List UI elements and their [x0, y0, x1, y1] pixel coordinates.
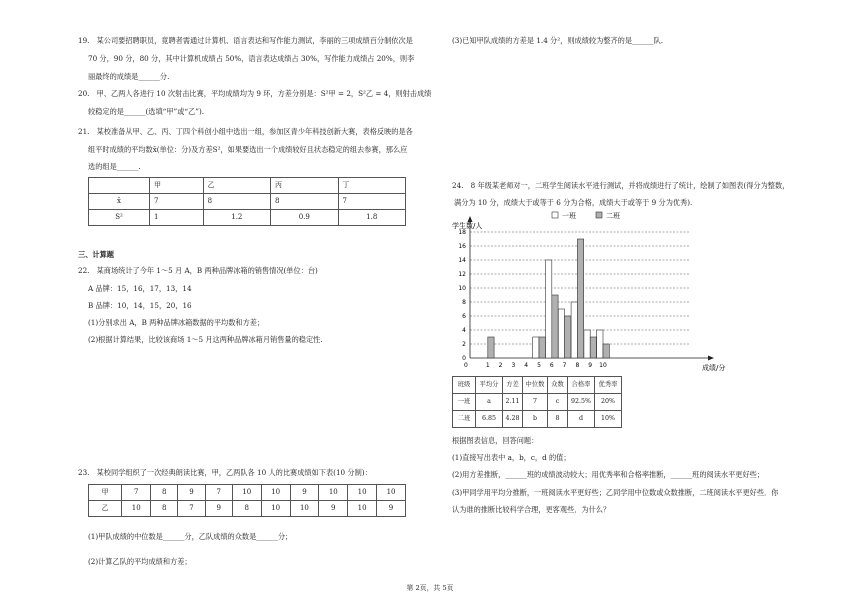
table-cell: 平均分	[476, 377, 503, 394]
table-cell: 8	[203, 194, 270, 210]
table-cell: 7	[178, 501, 205, 517]
q23-part3: (3)已知甲队成绩的方差是 1.4 分²，则成绩较为整齐的是______队.	[452, 36, 664, 45]
q23-line1: 23. 某校同学组织了一次经典朗读比赛，甲，乙两队各 10 人的比赛成绩如下表(10 分制)：	[78, 468, 372, 477]
table-cell: 9	[178, 485, 205, 501]
table-cell: x̄	[89, 194, 150, 210]
x-axis-label: 成绩/分	[702, 364, 726, 372]
q23-part1: (1)甲队成绩的中位数是______分，乙队成绩的众数是______分；	[88, 532, 293, 541]
table-21	[88, 177, 406, 226]
bar-class2	[590, 337, 596, 358]
origin-label: 0	[464, 362, 468, 369]
table-cell: S²	[89, 210, 150, 226]
x-tick-label: 4	[524, 362, 529, 369]
table-cell: 10	[348, 485, 377, 501]
table-cell: 10	[290, 501, 319, 517]
x-tick-label: 7	[562, 362, 567, 369]
q24-part2: (2)用方差推断，______班的成绩波动较大；用优秀率和合格率推断，______班的阅读水平更好些；	[452, 470, 765, 479]
q21-line1: 21. 某校准备从甲、乙、丙、丁四个科创小组中选出一组，参加区青少年科技创新大赛，表格反映的是各	[78, 127, 413, 136]
table-row	[89, 194, 406, 210]
table-cell: 7	[523, 394, 548, 411]
table-cell: 6.85	[476, 411, 503, 428]
bar-class1	[571, 302, 577, 358]
legend-swatch	[596, 212, 602, 218]
table-cell: 9	[319, 501, 348, 517]
y-tick-label: 0	[462, 355, 466, 362]
q24-part1: (1)直接写出表中 a，b，c，d 的值；	[452, 453, 571, 462]
table-cell: 1.8	[338, 210, 406, 226]
q24-line2: 满分为 10 分，成绩大于或等于 6 分为合格，成绩大于或等于 9 分为优秀).	[454, 198, 693, 207]
q22-line4: (1)分别求出 A，B 两种品牌冰箱数据的平均数和方差；	[88, 318, 265, 327]
page-footer: 第 2页，共 5页	[406, 584, 454, 592]
table-cell: a	[476, 394, 503, 411]
table-cell: 2.11	[503, 394, 523, 411]
table-cell: d	[568, 411, 595, 428]
q21-line3: 选的组是______.	[88, 162, 141, 171]
table-cell: 甲	[89, 485, 122, 501]
table-cell: 7	[338, 194, 406, 210]
bar-class1	[546, 260, 552, 358]
y-tick-label: 4	[462, 327, 466, 334]
table-cell: b	[523, 411, 548, 428]
table-cell: 7	[150, 194, 204, 210]
x-tick-label: 9	[588, 362, 593, 369]
table-cell: 一班	[453, 394, 476, 411]
table-row	[89, 178, 406, 194]
table-cell: 10	[261, 485, 290, 501]
y-tick-label: 2	[462, 341, 466, 348]
x-tick-label: 5	[537, 362, 541, 369]
q24-line1: 24. 8 年级某老师对一，二班学生阅读水平进行测试，并将成绩进行了统计，绘制了如图表(得分为整数，	[452, 181, 790, 190]
table-cell: 8	[548, 411, 568, 428]
table-cell: 92.5%	[568, 394, 595, 411]
y-tick-label: 12	[458, 271, 466, 278]
bar-class2	[577, 239, 583, 358]
table-cell: c	[548, 394, 568, 411]
table-cell: 9	[205, 501, 232, 517]
q22-line2: A 品牌：15，16，17，13，14	[88, 284, 192, 293]
q19-line3: 丽最终的成绩是______分.	[88, 72, 170, 81]
bar-class2	[552, 295, 558, 358]
table-cell: 丙	[271, 178, 338, 194]
table-cell: 4.28	[503, 411, 523, 428]
y-tick-label: 16	[458, 243, 466, 250]
table-cell: 优秀率	[595, 377, 622, 394]
table-cell: 班级	[453, 377, 476, 394]
legend-label: 二班	[606, 212, 620, 220]
table-cell: 9	[377, 501, 406, 517]
table-cell: 9	[290, 485, 319, 501]
table-cell: 众数	[548, 377, 568, 394]
q19-line2: 70 分，90 分，80 分，其中计算机成绩占 50%，语言表达成绩占 30%，写作能力成绩占 20%，则李	[88, 54, 415, 63]
y-tick-label: 10	[458, 285, 466, 292]
y-tick-label: 14	[458, 257, 466, 264]
x-tick-label: 1	[485, 362, 490, 369]
table-cell: 10	[348, 501, 377, 517]
table-cell: 7	[205, 485, 232, 501]
q22-line5: (2)根据计算结果，比较该商场 1～5 月这两种品牌冰箱月销售量的稳定性.	[88, 335, 323, 344]
table-cell	[89, 178, 150, 194]
bar-class2	[565, 316, 571, 358]
q24-part3-line1: (3)甲同学用平均分推断，一班阅读水平更好些；乙同学用中位数或众数推断，二班阅读水平更好些．你	[452, 488, 779, 497]
table-cell: 10%	[595, 411, 622, 428]
q24-prompt: 根据图表信息，回答问题：	[452, 436, 539, 445]
table-cell: 二班	[453, 411, 476, 428]
table-cell: 10	[261, 501, 290, 517]
q19-line1: 19. 某公司要招聘职员，竟聘者需通过计算机、语言表达和写作能力测试，李丽的三项成绩百分制依次是	[78, 36, 413, 45]
table-cell: 丁	[338, 178, 406, 194]
table-cell: 20%	[595, 394, 622, 411]
table-cell: 10	[232, 485, 261, 501]
table-cell: 方差	[503, 377, 523, 394]
y-axis-label: 学生数/人	[452, 222, 483, 230]
table-cell: 合格率	[568, 377, 595, 394]
legend-swatch	[552, 212, 558, 218]
bar-class1	[597, 330, 603, 358]
table-row	[89, 210, 406, 226]
q23-part2: (2)计算乙队的平均成绩和方差；	[88, 557, 192, 566]
bar-class1	[584, 330, 590, 358]
y-tick-label: 8	[462, 299, 466, 306]
bar-class2	[539, 337, 545, 358]
table-24	[452, 376, 622, 428]
x-tick-label: 6	[549, 362, 554, 369]
table-cell: 8	[271, 194, 338, 210]
table-row	[453, 394, 622, 411]
q22-line1: 22. 某商场统计了今年 1～5 月 A，B 两种品牌冰箱的销售情况(单位：台)	[78, 266, 318, 275]
q21-line2: 组平时成绩的平均数x̄(单位：分)及方差S²，如果要选出一个成绩较好且状态稳定的组去参赛，那么应	[88, 145, 408, 154]
table-cell: 1.2	[203, 210, 270, 226]
table-cell: 中位数	[523, 377, 548, 394]
table-row	[89, 501, 406, 517]
bar-chart	[448, 208, 728, 378]
x-tick-label: 8	[575, 362, 580, 369]
q22-line3: B 品牌：10，14，15，20，16	[88, 301, 192, 310]
table-cell: 乙	[89, 501, 122, 517]
legend-label: 一班	[562, 212, 576, 220]
section-heading: 三、计算题	[78, 250, 114, 259]
table-cell: 0.9	[271, 210, 338, 226]
y-tick-label: 18	[458, 229, 466, 236]
table-cell: 8	[151, 501, 178, 517]
table-cell: 1	[150, 210, 204, 226]
table-cell: 乙	[203, 178, 270, 194]
x-tick-label: 2	[498, 362, 503, 369]
table-cell: 7	[122, 485, 151, 501]
bar-class2	[603, 344, 609, 358]
q24-part3-line2: 认为谁的推断比较科学合理，更客观些．为什么？	[452, 505, 611, 514]
x-tick-label: 3	[511, 362, 516, 369]
x-axis-arrow	[708, 356, 714, 361]
q20-line1: 20. 甲、乙两人各进行 10 次射击比赛，平均成绩均为 9 环，方差分别是：S²甲 = 2，S²乙 = 4，则射击成绩	[78, 89, 432, 98]
table-cell: 10	[122, 501, 151, 517]
bar-class1	[533, 337, 539, 358]
table-row	[453, 377, 622, 394]
table-cell: 甲	[150, 178, 204, 194]
bar-class2	[488, 337, 494, 358]
bar-class1	[558, 309, 564, 358]
y-tick-label: 6	[462, 313, 466, 320]
table-row	[453, 411, 622, 428]
table-cell: 8	[232, 501, 261, 517]
table-cell: 10	[377, 485, 406, 501]
x-tick-label: 10	[599, 362, 607, 369]
table-cell: 8	[151, 485, 178, 501]
q20-line2: 较稳定的是______(选填“甲”或“乙”).	[88, 107, 205, 116]
table-23	[88, 484, 406, 517]
table-cell: 10	[319, 485, 348, 501]
table-row	[89, 485, 406, 501]
